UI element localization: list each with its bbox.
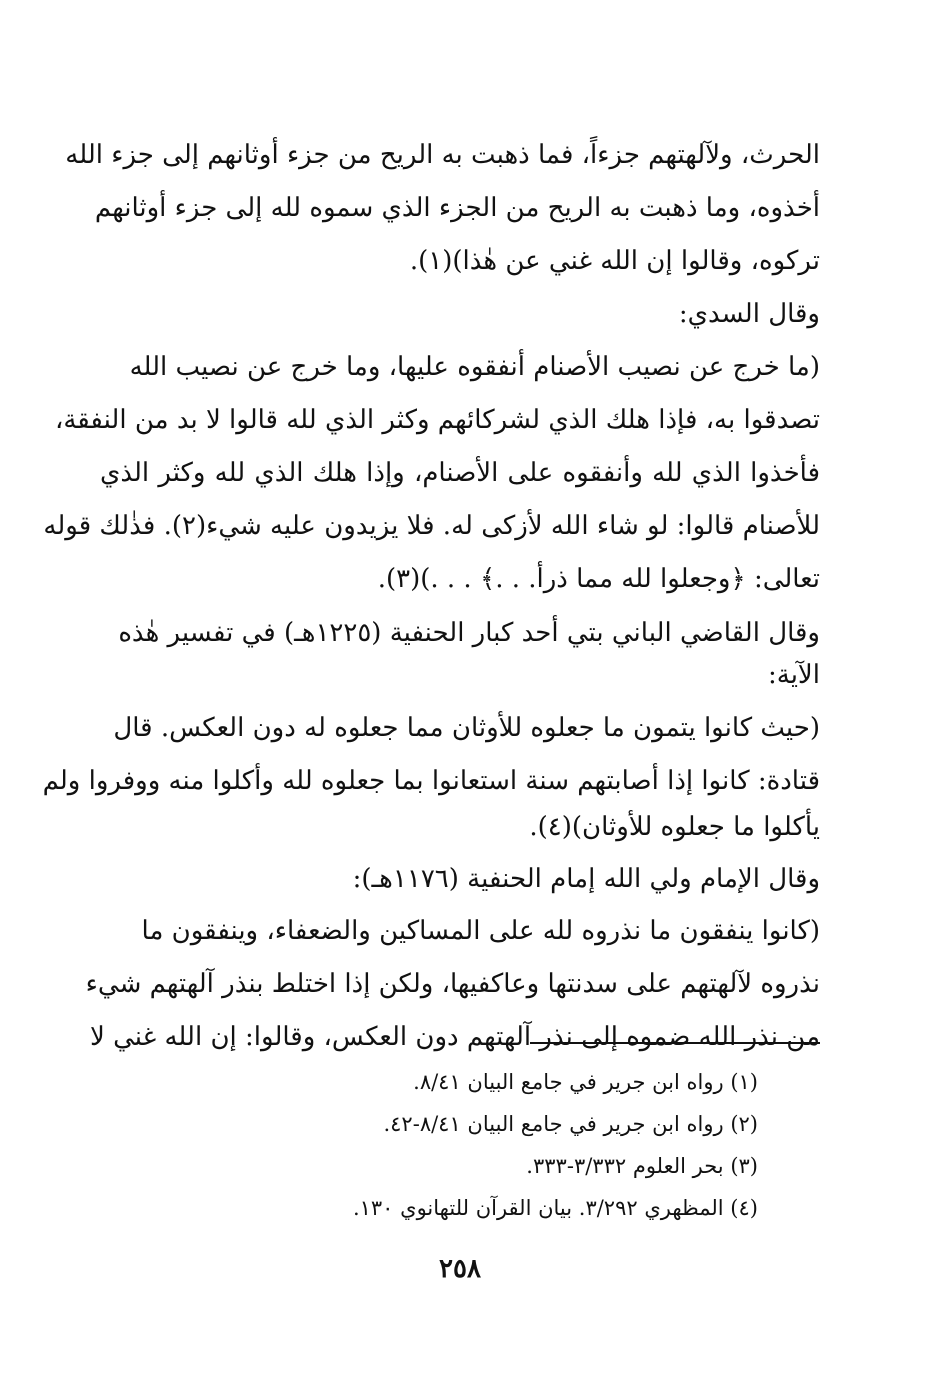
body-line: يأكلوا ما جعلوه للأوثان)(٤).	[529, 812, 820, 842]
body-line: فأخذوا الذي لله وأنفقوه على الأصنام، وإذا هلك الذي لله وكثر الذي	[100, 458, 820, 488]
body-line: (كانوا ينفقون ما نذروه لله على المساكين والضعفاء، وينفقون ما	[141, 916, 820, 946]
book-page	[42, 128, 820, 1328]
body-line: (حيث كانوا يتمون ما جعلوه للأوثان مما جعلوه له دون العكس. قال	[113, 713, 820, 743]
body-line: الحرث، ولآلهتهم جزءاً، فما ذهبت به الريح من جزء أوثانهم إلى جزء الله	[65, 140, 820, 170]
body-line: (ما خرج عن نصيب الأصنام أنفقوه عليها، وما خرج عن نصيب الله	[129, 352, 820, 382]
body-line: تركوه، وقالوا إن الله غني عن هٰذا)(١).	[409, 246, 820, 276]
body-line: وقال القاضي الباني بتي أحد كبار الحنفية (١٢٢٥هـ) في تفسير هٰذه	[118, 618, 820, 648]
footnote: (٤) المظهري ٣/٢٩٢. بيان القرآن للتهانوي ١٣٠.	[352, 1196, 758, 1220]
body-line: للأصنام قالوا: لو شاء الله لأزكى له. فلا يزيدون عليه شيء(٢). فذٰلك قوله	[43, 511, 820, 541]
body-line: الآية:	[768, 660, 820, 690]
body-line: من نذر الله ضموه إلى نذر آلهتهم دون العكس، وقالوا: إن الله غني لا	[90, 1022, 820, 1052]
body-line: وقال الإمام ولي الله إمام الحنفية (١١٧٦هـ):	[352, 864, 820, 894]
footnote: (٢) رواه ابن جرير في جامع البيان ٨/٤١-٤٢.	[383, 1112, 758, 1136]
body-line: تصدقوا به، فإذا هلك الذي لشركائهم وكثر الذي لله قالوا لا بد من النفقة،	[54, 405, 820, 435]
body-line: نذروه لآلهتهم على سدنتها وعاكفيها، ولكن إذا اختلط بنذر آلهتهم شيء	[85, 969, 820, 999]
page-number: ٢٥٨	[439, 1254, 481, 1284]
body-line: قتادة: كانوا إذا أصابتهم سنة استعانوا بما جعلوه لله وأكلوا منه ووفروا ولم	[42, 766, 820, 796]
footnote: (١) رواه ابن جرير في جامع البيان ٨/٤١.	[413, 1070, 758, 1094]
body-line: وقال السدي:	[678, 299, 820, 329]
footnote: (٣) بحر العلوم ٣/٣٣٢-٣٣٣.	[526, 1154, 758, 1178]
quran-quote-line: تعالى: ﴿وجعلوا لله مما ذرأ. . .﴾ . . .)(٣).	[377, 564, 820, 594]
body-line: أخذوه، وما ذهبت به الريح من الجزء الذي سموه لله إلى جزء أوثانهم	[94, 193, 820, 223]
